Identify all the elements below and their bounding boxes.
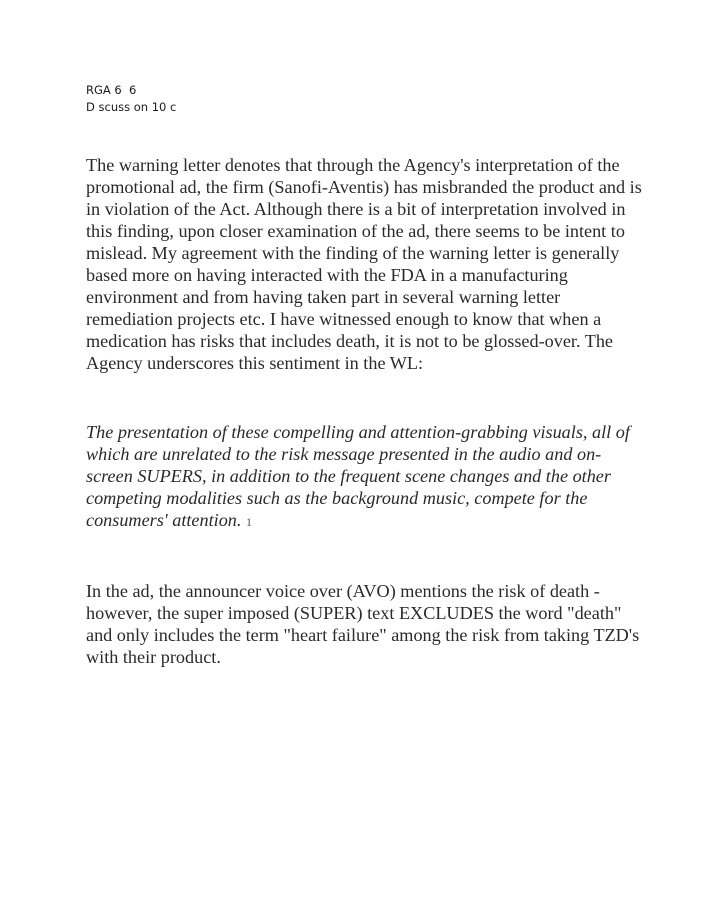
quote-paragraph [86,421,646,533]
footnote-marker: 1 [245,515,252,529]
paragraph-intro: The warning letter denotes that through the Agency's interpretation of the promotional ad, the firm (Sanofi-Aventis) has misbranded the product and is in violation of the Act. Although there is a bit of interpretation involved in this finding, upon closer examination of the ad, there seems to be intent to mislead. My agreement with the finding of the warning letter is generally based more on having interacted with the FDA in a manufacturing environment and from having taken part in several warning letter remediation projects etc. I have witnessed enough to know that when a medication has risks that includes death, it is not to be glossed-over. The Agency underscores this sentiment in the WL: [86,155,642,373]
header-line-2: D scuss on 10 c [86,100,177,114]
document-header [86,82,176,116]
paragraph-conclusion: In the ad, the announcer voice over (AVO) mentions the risk of death - however, the super imposed (SUPER) text EXCLUDES the word "death" and only includes the term "heart failure" among the risk from taking TZD's with their product. [86,581,640,667]
header-line-1: RGA 6 6 [86,83,137,97]
quote-text: The presentation of these compelling and attention-grabbing visuals, all of which are unrelated to the risk message presented in the audio and on-screen SUPERS, in addition to the frequent scene changes and the other competing modalities such as the background music, compete for the consumers' attention. [86,422,630,530]
